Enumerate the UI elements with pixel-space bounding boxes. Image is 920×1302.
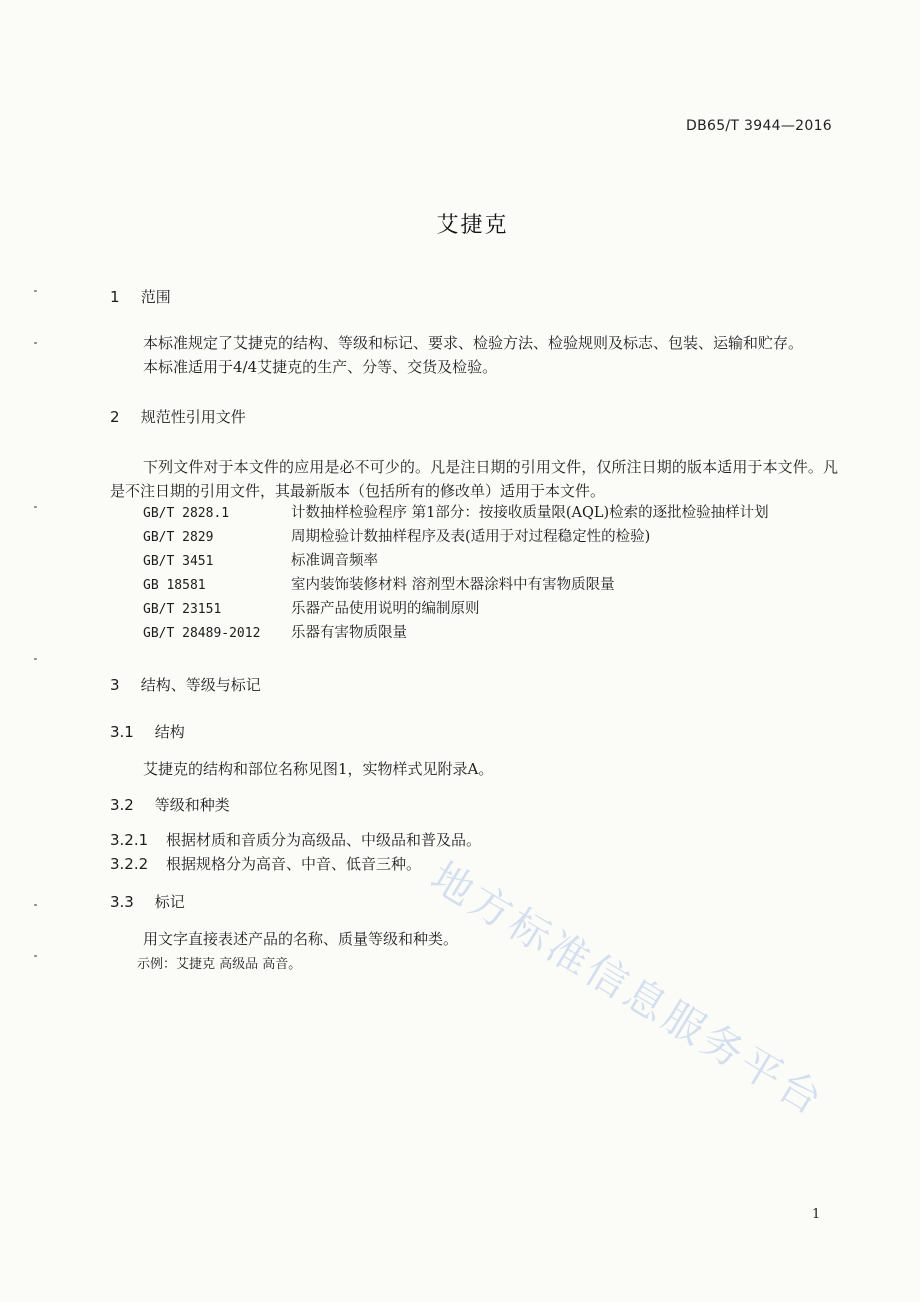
reference-code: GB/T 3451: [143, 554, 214, 569]
section-3-3-number: 3.3: [110, 893, 134, 911]
scan-speck: [34, 955, 37, 957]
section-1-title: 范围: [140, 288, 171, 306]
scan-speck: [34, 506, 37, 508]
page-number: 1: [812, 1207, 821, 1222]
clause-3-2-2-number: 3.2.2: [110, 855, 149, 873]
section-1-heading: [110, 286, 171, 307]
marking-example: 示例：艾捷克 高级品 高音。: [137, 957, 302, 972]
reference-row: [143, 549, 378, 573]
section-3-heading: [110, 674, 261, 695]
reference-row: [143, 573, 615, 597]
reference-row: [143, 501, 769, 525]
section-2-title: 规范性引用文件: [140, 408, 246, 426]
clause-3-2-2: [110, 852, 840, 876]
reference-row: [143, 597, 480, 621]
section-3-2-heading: [110, 794, 230, 815]
reference-row: [143, 621, 407, 645]
section-3-1-text: 艾捷克的结构和部位名称见图1，实物样式见附录A。: [143, 760, 494, 778]
section-3-1-number: 3.1: [110, 723, 134, 741]
scan-speck: [34, 658, 37, 660]
section-3-3-heading: [110, 891, 185, 912]
clause-3-2-1-number: 3.2.1: [110, 831, 149, 849]
section-3-3-title: 标记: [154, 893, 185, 911]
section-2-intro-text: 下列文件对于本文件的应用是必不可少的。凡是注日期的引用文件，仅所注日期的版本适用于本文件。凡是不注日期的引用文件，其最新版本（包括所有的修改单）适用于本文件。: [110, 458, 838, 500]
section-3-1-heading: [110, 721, 185, 742]
watermark: 地方标准信息服务平台: [422, 852, 834, 1126]
section-2-number: 2: [110, 408, 120, 426]
scan-speck: [34, 290, 37, 292]
section-3-2-number: 3.2: [110, 796, 134, 814]
reference-title: 乐器产品使用说明的编制原则: [291, 601, 480, 617]
clause-3-2-1: [110, 828, 840, 852]
section-2-heading: [110, 406, 246, 427]
reference-title: 乐器有害物质限量: [291, 625, 407, 641]
section-3-2-title: 等级和种类: [154, 796, 230, 814]
reference-title: 室内装饰装修材料 溶剂型木器涂料中有害物质限量: [291, 577, 615, 593]
reference-title: 计数抽样检验程序 第1部分：按接收质量限(AQL)检索的逐批检验抽样计划: [291, 505, 769, 521]
reference-title: 周期检验计数抽样程序及表(适用于对过程稳定性的检验): [291, 529, 651, 545]
document-title: 艾捷克: [436, 213, 509, 238]
reference-code: GB/T 28489-2012: [143, 626, 261, 641]
section-1-applicability-text: 本标准适用于4/4艾捷克的生产、分等、交货及检验。: [143, 358, 498, 376]
section-1-number: 1: [110, 288, 120, 306]
clause-3-2-2-text: 根据规格分为高音、中音、低音三种。: [166, 855, 422, 873]
reference-code: GB 18581: [143, 578, 206, 593]
clause-3-2-1-text: 根据材质和音质分为高级品、中级品和普及品。: [166, 831, 482, 849]
reference-code: GB/T 2829: [143, 530, 214, 545]
scan-speck: [34, 342, 37, 344]
reference-code: GB/T 23151: [143, 602, 222, 617]
section-3-3-text: 用文字直接表述产品的名称、质量等级和种类。: [143, 930, 459, 948]
section-3-title: 结构、等级与标记: [140, 676, 261, 694]
reference-row: [143, 525, 650, 549]
scan-speck: [34, 904, 37, 906]
section-3-1-title: 结构: [154, 723, 185, 741]
document-code: DB65/T 3944—2016: [686, 118, 832, 134]
section-3-number: 3: [110, 676, 120, 694]
section-1-scope-text: 本标准规定了艾捷克的结构、等级和标记、要求、检验方法、检验规则及标志、包装、运输和贮存。: [143, 334, 804, 352]
reference-code: GB/T 2828.1: [143, 506, 230, 521]
reference-title: 标准调音频率: [291, 553, 378, 569]
